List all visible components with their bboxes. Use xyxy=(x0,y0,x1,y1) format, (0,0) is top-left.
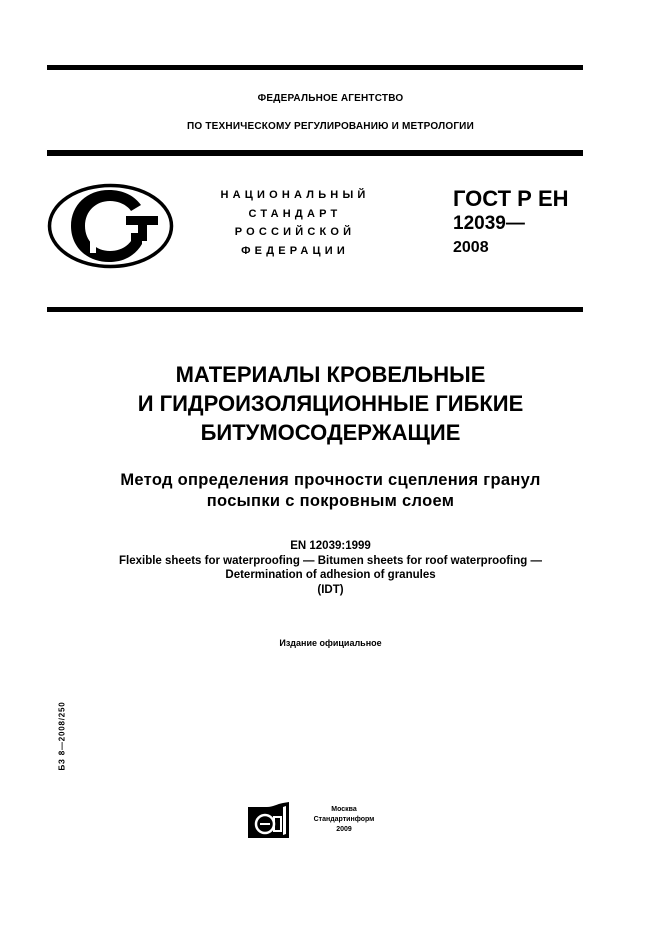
national-standard-label xyxy=(200,186,390,260)
title-line: БИТУМОСОДЕРЖАЩИЕ xyxy=(200,420,461,445)
publisher-name: Стандартинформ xyxy=(313,816,375,823)
en-title-line-1: Flexible sheets for waterproofing — Bitumen sheets for roof waterproofing — xyxy=(119,554,542,567)
standartinform-logo-icon xyxy=(247,801,291,839)
subtitle-line: посыпки с покровным слоем xyxy=(206,492,455,510)
en-code: EN 12039:1999 xyxy=(290,540,371,552)
header-rule xyxy=(47,150,583,156)
side-note: БЗ 8—2008/250 xyxy=(57,701,67,771)
designation-line-3: 2008 xyxy=(453,239,489,256)
emblem-rule xyxy=(47,307,583,312)
standard-designation xyxy=(453,186,569,260)
top-rule xyxy=(47,65,583,70)
rst-gost-logo-icon xyxy=(47,183,174,269)
publisher-imprint xyxy=(298,805,390,835)
title-line: МАТЕРИАЛЫ КРОВЕЛЬНЫЕ xyxy=(175,362,486,387)
document-title xyxy=(0,360,661,447)
subtitle-line: Метод определения прочности сцепления гранул xyxy=(120,471,541,489)
designation-line-1: ГОСТ Р ЕН xyxy=(453,186,569,211)
en-equivalence: (IDT) xyxy=(317,583,344,596)
national-standard-line: НАЦИОНАЛЬНЫЙ xyxy=(220,189,370,201)
agency-line-2: ПО ТЕХНИЧЕСКОМУ РЕГУЛИРОВАНИЮ И МЕТРОЛОГИИ xyxy=(187,121,474,132)
en-title-line-2: Determination of adhesion of granules xyxy=(225,569,436,581)
publisher-city: Москва xyxy=(331,806,357,813)
agency-line-1: ФЕДЕРАЛЬНОЕ АГЕНТСТВО xyxy=(257,93,404,104)
designation-line-2: 12039— xyxy=(453,213,525,234)
en-reference xyxy=(0,539,661,597)
publisher-year: 2009 xyxy=(336,826,352,833)
national-standard-line: СТАНДАРТ xyxy=(248,207,342,220)
national-standard-line: ФЕДЕРАЦИИ xyxy=(241,244,349,257)
national-standard-line: РОССИЙСКОЙ xyxy=(234,226,356,238)
title-line: И ГИДРОИЗОЛЯЦИОННЫЕ ГИБКИЕ xyxy=(137,391,524,416)
edition-label: Издание официальное xyxy=(279,638,382,648)
document-subtitle xyxy=(0,470,661,512)
